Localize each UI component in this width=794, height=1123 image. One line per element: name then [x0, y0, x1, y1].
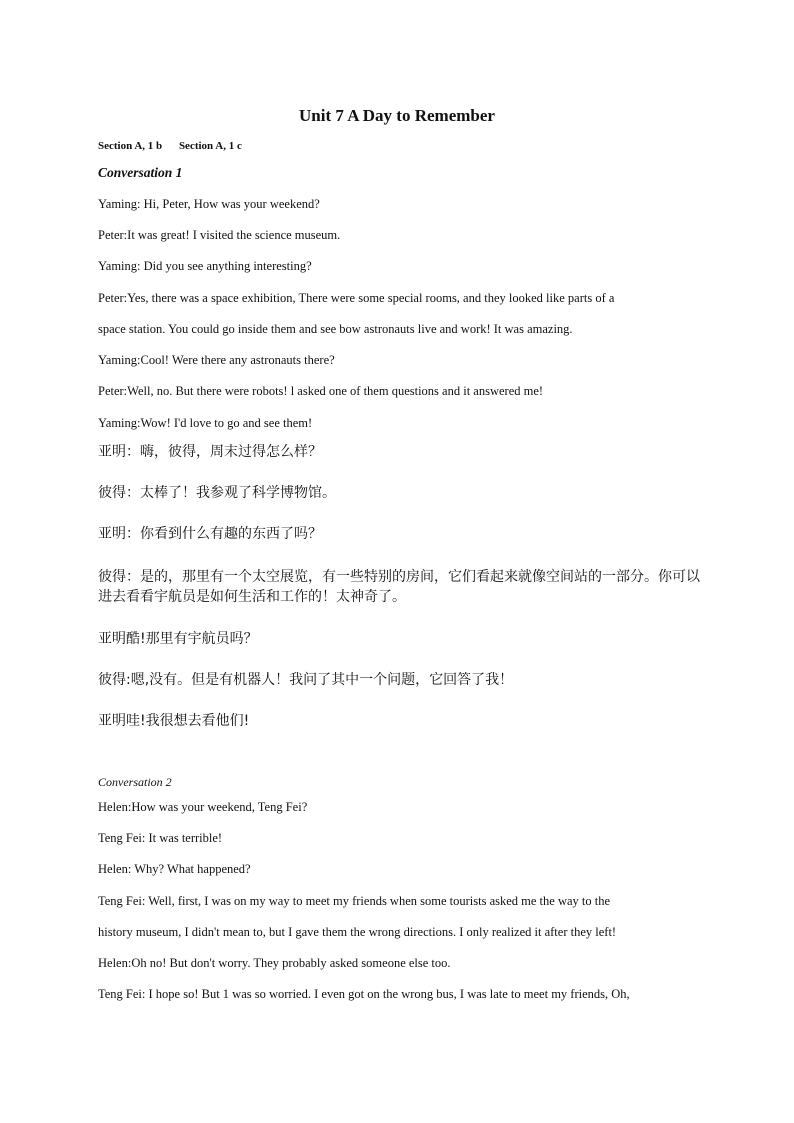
dialogue-line: Peter:Well, no. But there were robots! l asked one of them questions and it answered me! — [98, 384, 544, 398]
dialogue-line: Helen:How was your weekend, Teng Fei? — [98, 800, 308, 814]
section-labels — [98, 140, 242, 152]
translation-line: 进去看看宇航员是如何生活和工作的！太神奇了。 — [98, 589, 406, 605]
dialogue-line: Helen:Oh no! But don't worry. They probably asked someone else too. — [98, 956, 451, 970]
dialogue-line: Helen: Why? What happened? — [98, 862, 251, 876]
translation-line: 彼得：太棒了！我参观了科学博物馆。 — [98, 485, 336, 501]
dialogue-line: Peter:It was great! I visited the science museum. — [98, 228, 341, 242]
conversation-1-heading: Conversation 1 — [98, 165, 183, 180]
dialogue-line: space station. You could go inside them and see bow astronauts live and work! It was amazing. — [98, 322, 573, 336]
translation-line: 亚明：你看到什么有趣的东西了吗？ — [98, 526, 322, 542]
dialogue-line: Yaming: Did you see anything interesting? — [98, 259, 312, 273]
dialogue-line: Teng Fei: Well, first, I was on my way to meet my friends when some tourists asked me the way to the — [98, 894, 611, 908]
translation-line: 亚明哇!我很想去看他们! — [98, 713, 250, 729]
dialogue-line: Yaming:Wow! I'd love to go and see them! — [98, 416, 313, 430]
section-label: Section A, 1 b — [98, 140, 163, 152]
conversation-2-heading: Conversation 2 — [98, 775, 172, 789]
dialogue-line: Teng Fei: It was terrible! — [98, 831, 223, 845]
dialogue-line: Yaming:Cool! Were there any astronauts there? — [98, 353, 335, 367]
dialogue-line: history museum, I didn't mean to, but I gave them the wrong directions. I only realized it after they left! — [98, 925, 617, 939]
dialogue-line: Teng Fei: I hope so! But 1 was so worried. I even got on the wrong bus, I was late to meet my friends, Oh, — [98, 987, 630, 1001]
translation-line: 亚明：嗨，彼得，周末过得怎么样？ — [98, 444, 322, 460]
translation-line: 亚明酷!那里有宇航员吗？ — [98, 631, 258, 647]
section-label: Section A, 1 c — [178, 140, 242, 152]
dialogue-line: Yaming: Hi, Peter, How was your weekend? — [98, 197, 320, 211]
dialogue-line: Peter:Yes, there was a space exhibition, There were some special rooms, and they looked like parts of a — [98, 291, 615, 305]
page-title: Unit 7 A Day to Remember — [299, 106, 495, 125]
translation-line: 彼得：是的，那里有一个太空展览，有一些特别的房间，它们看起来就像空间站的一部分。你可以 — [98, 569, 700, 585]
translation-line: 彼得:嗯,没有。但是有机器人！我问了其中一个问题，它回答了我！ — [98, 672, 514, 688]
